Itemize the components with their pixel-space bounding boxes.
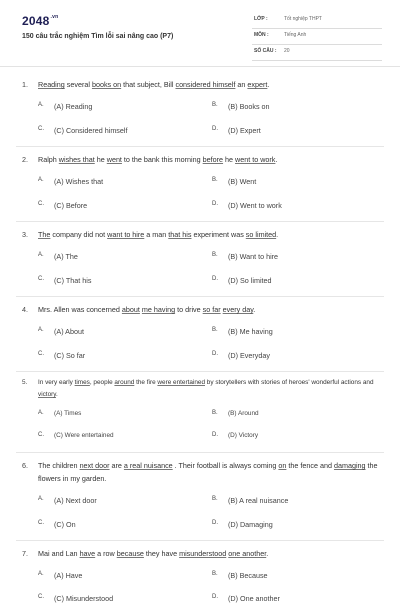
option-letter: C. [38,201,44,207]
option-letter: D. [212,520,218,526]
option-label: (C) On [54,520,76,529]
meta-count-label: SỐ CÂU : [254,48,277,54]
option-letter: B. [212,327,218,333]
option-label: (D) Went to work [228,201,282,210]
question-text: Ralph wishes that he went to the bank this morning before he went to work. [38,155,278,164]
question-number: 3. [22,230,28,239]
option-letter: C. [38,351,44,357]
option-letter: D. [212,594,218,600]
question-divider [16,540,384,541]
question-number: 1. [22,80,28,89]
option-label: (C) Were entertained [54,432,114,439]
option-label: (D) So limited [228,276,272,285]
option-label: (B) Because [228,571,268,580]
option-letter: A. [38,327,44,333]
site-logo[interactable] [22,14,58,28]
question-number: 7. [22,549,28,558]
option-label: (A) Next door [54,496,97,505]
question-number: 2. [22,155,28,164]
option-label: (B) Around [228,410,259,417]
option-letter: C. [38,126,44,132]
option-letter: A. [38,571,44,577]
option-letter: C. [38,594,44,600]
meta-subject-row [252,29,382,45]
option-label: (D) Expert [228,126,261,135]
meta-subject-value: Tiếng Anh [284,32,307,38]
option-letter: A. [38,102,44,108]
option-letter: D. [212,201,218,207]
option-label: (B) Want to hire [228,252,279,261]
option-letter: B. [212,252,218,258]
option-label: (A) The [54,252,78,261]
question-number: 4. [22,305,28,314]
option-letter: A. [38,496,44,502]
logo-text: 2048 [22,14,50,28]
worksheet-title: 150 câu trắc nghiệm Tìm lỗi sai nâng cao (P7) [22,33,174,40]
option-label: (B) Went [228,177,257,186]
option-letter: B. [212,571,218,577]
question-number: 6. [22,461,28,470]
question-divider [16,146,384,147]
question-divider [16,452,384,453]
option-letter: A. [38,177,44,183]
option-letter: D. [212,276,218,282]
option-letter: C. [38,520,44,526]
option-letter: D. [212,351,218,357]
option-label: (C) Considered himself [54,126,128,135]
option-label: (A) Times [54,410,82,417]
meta-subject-label: MÔN : [254,32,269,38]
question-text: The children next door are a real nuisance . Their football is always coming on the fence and damaging the flowers in my garden. [38,461,378,483]
question-divider [16,296,384,297]
option-label: (C) Before [54,201,88,210]
question-text: Mrs. Allen was concerned about me having to drive so far every day. [38,305,256,314]
option-letter: B. [212,102,218,108]
option-label: (A) Have [54,571,83,580]
option-letter: B. [212,177,218,183]
option-label: (D) Damaging [228,520,273,529]
option-label: (A) Reading [54,102,93,111]
meta-count-row [252,45,382,61]
option-letter: C. [38,276,44,282]
option-letter: A. [38,410,44,416]
option-label: (A) About [54,327,84,336]
question-text: Mai and Lan have a row because they have misunderstood one another. [38,549,269,558]
question-divider [16,221,384,222]
option-label: (A) Wishes that [54,177,104,186]
worksheet-header [0,0,400,66]
logo-suffix: .vn [50,14,59,20]
option-label: (D) Victory [228,432,259,439]
option-letter: A. [38,252,44,258]
header-divider [0,66,400,67]
option-letter: D. [212,126,218,132]
question-text: Reading several books on that subject, Bill considered himself an expert. [38,80,270,89]
meta-class-label: LỚP : [254,16,268,22]
question-text: In very early times, people around the fire were entertained by storytellers with stories of heroes' wonderful actions and victory. [38,379,374,398]
option-label: (C) So far [54,351,86,360]
option-label: (B) Me having [228,327,273,336]
option-label: (C) That his [54,276,92,285]
question-divider [16,371,384,372]
meta-class-row [252,13,382,29]
option-label: (D) One another [228,594,280,603]
option-label: (B) Books on [228,102,270,111]
option-label: (D) Everyday [228,351,270,360]
meta-class-value: Tốt nghiệp THPT [284,16,322,22]
option-letter: B. [212,410,218,416]
question-number: 5. [22,379,28,386]
option-letter: B. [212,496,218,502]
option-letter: D. [212,432,218,438]
option-label: (C) Misunderstood [54,594,114,603]
question-text: The company did not want to hire a man that his experiment was so limited. [38,230,279,239]
option-label: (B) A real nuisance [228,496,289,505]
meta-count-value: 20 [284,48,290,54]
option-letter: C. [38,432,44,438]
